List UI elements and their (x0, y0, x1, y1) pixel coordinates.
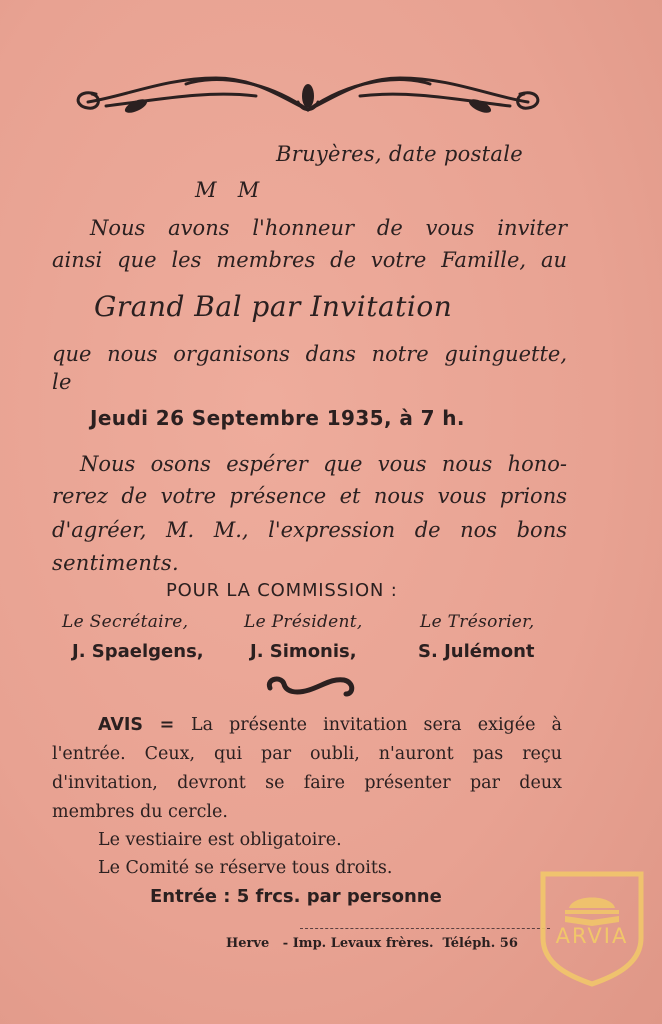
place-date: Bruyères, date postale (276, 142, 523, 166)
name-secretary: J. Spaelgens, (72, 641, 204, 662)
watermark-logo (535, 868, 649, 988)
notice-line-4: membres du cercle. (52, 802, 228, 822)
notice-line-2: l'entrée. Ceux, qui par oubli, n'auront pas reçu (52, 744, 562, 764)
notice-dash: = (143, 715, 191, 735)
hope-line-1: Nous osons espérer que vous nous hono- (80, 452, 567, 476)
hope-line-4: sentiments. (52, 551, 179, 575)
notice-line-1 (98, 715, 562, 735)
commission-heading: POUR LA COMMISSION : (166, 580, 398, 601)
event-title: Grand Bal par Invitation (94, 290, 453, 323)
scroll-ornament-icon (256, 670, 362, 700)
printer-rule (300, 928, 550, 929)
printer-credit: Herve - Imp. Levaux frères. Téléph. 56 (226, 936, 518, 951)
notice-line-3: d'invitation, devront se faire présenter par deux (52, 773, 562, 793)
watermark-text: ARVIA (555, 924, 629, 948)
hope-line-3: d'agréer, M. M., l'expression de nos bons (52, 518, 567, 542)
organize-line-1: que nous organisons dans notre guinguette, (52, 342, 567, 366)
role-secretary: Le Secrétaire, (62, 612, 189, 632)
notice-text-1: La présente invitation sera exigée à (190, 715, 562, 735)
name-treasurer: S. Julémont (418, 641, 535, 662)
role-treasurer: Le Trésorier, (420, 612, 535, 632)
top-ornament-icon (66, 66, 550, 126)
addressee: M M (195, 178, 260, 202)
notice-label: AVIS (98, 715, 144, 735)
organize-line-2: le (52, 370, 72, 394)
name-president: J. Simonis, (250, 641, 357, 662)
intro-line-2: ainsi que les membres de votre Famille, au (52, 248, 567, 272)
entry-fee: Entrée : 5 frcs. par personne (150, 886, 442, 907)
hope-line-2: rerez de votre présence et nous vous prions (52, 484, 567, 508)
event-date: Jeudi 26 Septembre 1935, à 7 h. (90, 406, 465, 430)
role-president: Le Président, (244, 612, 363, 632)
rights-notice: Le Comité se réserve tous droits. (98, 858, 393, 878)
cloakroom-notice: Le vestiaire est obligatoire. (98, 830, 342, 850)
intro-line-1: Nous avons l'honneur de vous inviter (90, 216, 567, 240)
